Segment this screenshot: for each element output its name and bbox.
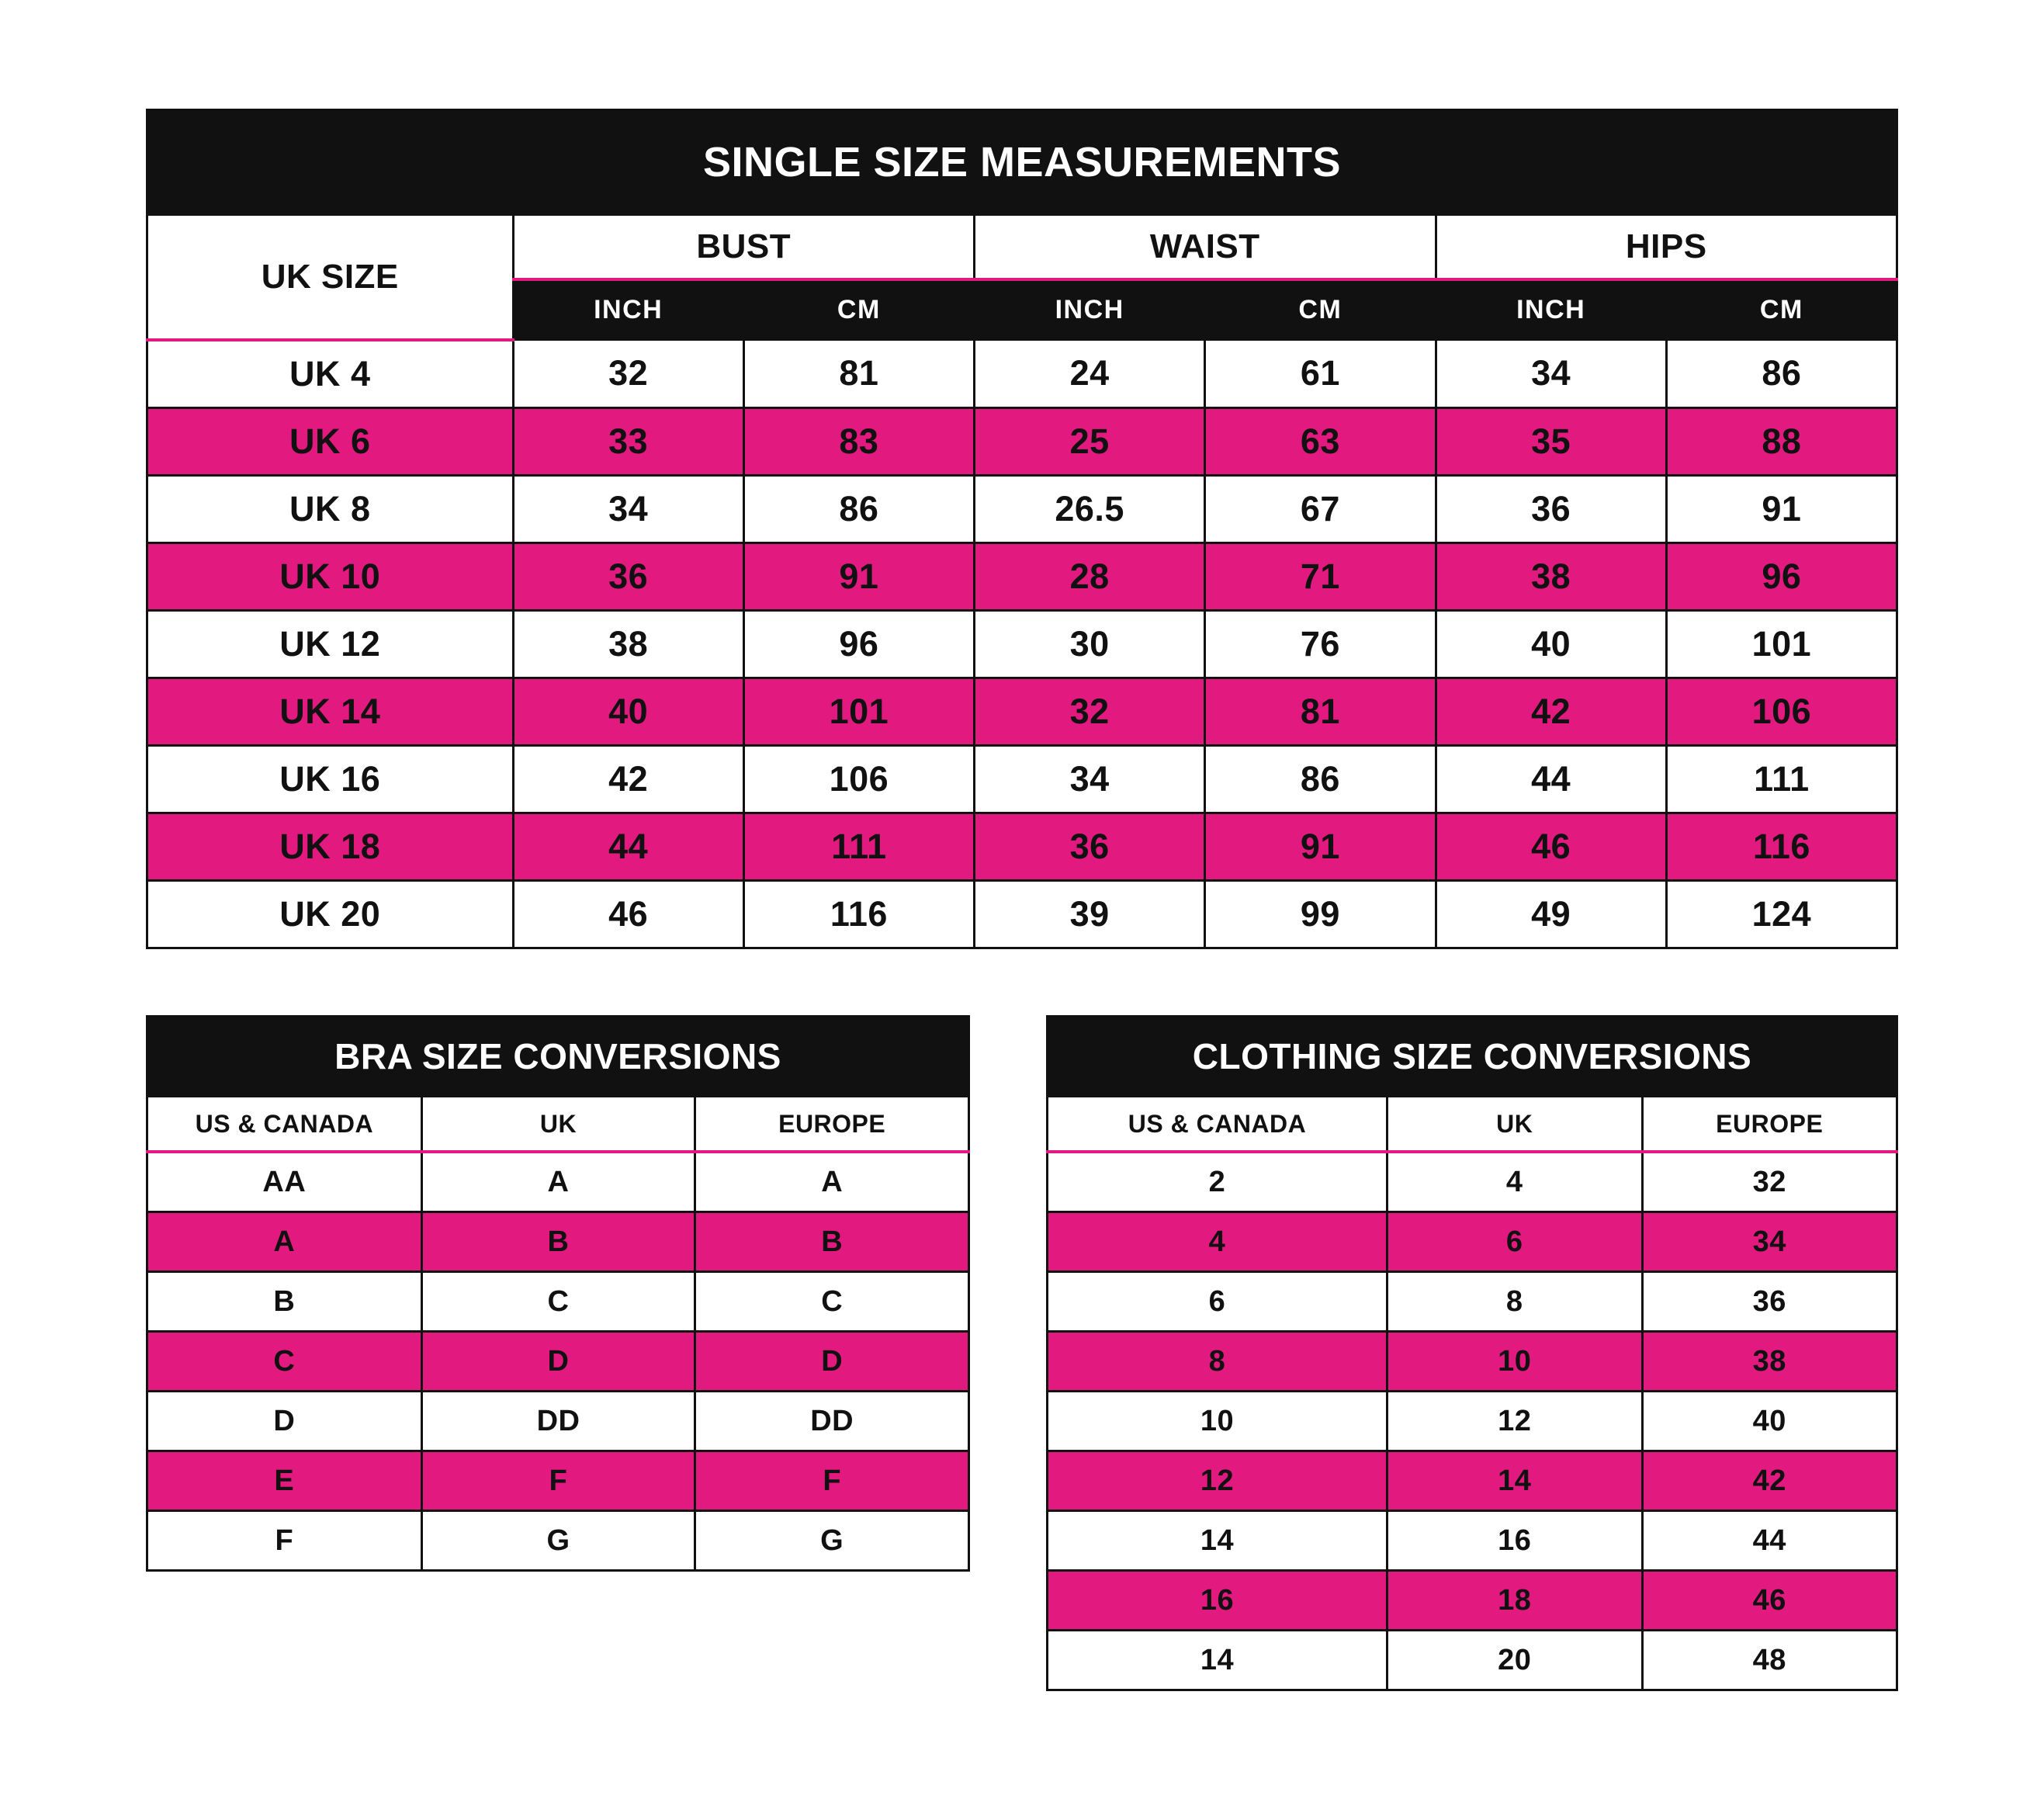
cell-bust-inch: 32 bbox=[513, 340, 743, 408]
cell-uk: 8 bbox=[1387, 1272, 1643, 1332]
cell-waist-cm: 61 bbox=[1205, 340, 1436, 408]
cell-bust-cm: 106 bbox=[743, 745, 974, 813]
table-row bbox=[1048, 1392, 1897, 1451]
cell-uk-size: UK 14 bbox=[147, 678, 514, 745]
cell-waist-inch: 28 bbox=[975, 543, 1205, 610]
cell-waist-inch: 39 bbox=[975, 880, 1205, 948]
cell-us-canada: A bbox=[147, 1212, 422, 1272]
clothing-size-conversions-table bbox=[1046, 1015, 1898, 1691]
cell-waist-inch: 26.5 bbox=[975, 475, 1205, 543]
cell-us-canada: 8 bbox=[1048, 1332, 1387, 1392]
cell-us-canada: 4 bbox=[1048, 1212, 1387, 1272]
cell-hips-cm: 86 bbox=[1666, 340, 1897, 408]
cell-hips-cm: 116 bbox=[1666, 813, 1897, 880]
clothing-table-title-row bbox=[1048, 1017, 1897, 1097]
cell-hips-cm: 96 bbox=[1666, 543, 1897, 610]
cell-uk: A bbox=[421, 1152, 695, 1212]
single-size-measurements-table-wrapper bbox=[146, 109, 1898, 949]
cell-bust-cm: 81 bbox=[743, 340, 974, 408]
table-row bbox=[1048, 1511, 1897, 1571]
cell-us-canada: B bbox=[147, 1272, 422, 1332]
bra-size-conversions-table bbox=[146, 1015, 970, 1572]
cell-uk: DD bbox=[421, 1392, 695, 1451]
cell-bust-cm: 91 bbox=[743, 543, 974, 610]
cell-bust-inch: 38 bbox=[513, 610, 743, 678]
cell-uk: 10 bbox=[1387, 1332, 1643, 1392]
table-row bbox=[1048, 1451, 1897, 1511]
unit-waist-cm: CM bbox=[1205, 279, 1436, 340]
cell-waist-cm: 67 bbox=[1205, 475, 1436, 543]
cell-waist-cm: 76 bbox=[1205, 610, 1436, 678]
clothing-header-europe: EUROPE bbox=[1642, 1097, 1897, 1153]
unit-hips-inch: INCH bbox=[1436, 279, 1666, 340]
header-hips: HIPS bbox=[1436, 215, 1897, 280]
cell-uk: C bbox=[421, 1272, 695, 1332]
cell-waist-cm: 71 bbox=[1205, 543, 1436, 610]
cell-us-canada: E bbox=[147, 1451, 422, 1511]
cell-europe: 32 bbox=[1642, 1152, 1897, 1212]
cell-bust-cm: 96 bbox=[743, 610, 974, 678]
cell-europe: C bbox=[695, 1272, 969, 1332]
cell-uk-size: UK 10 bbox=[147, 543, 514, 610]
cell-hips-inch: 34 bbox=[1436, 340, 1666, 408]
table-row bbox=[147, 1212, 969, 1272]
cell-uk-size: UK 20 bbox=[147, 880, 514, 948]
cell-us-canada: 12 bbox=[1048, 1451, 1387, 1511]
table-row bbox=[147, 1392, 969, 1451]
cell-hips-inch: 38 bbox=[1436, 543, 1666, 610]
cell-europe: D bbox=[695, 1332, 969, 1392]
cell-europe: 48 bbox=[1642, 1631, 1897, 1690]
cell-uk-size: UK 4 bbox=[147, 340, 514, 408]
table-row bbox=[147, 813, 1897, 880]
cell-bust-cm: 83 bbox=[743, 407, 974, 475]
cell-bust-inch: 46 bbox=[513, 880, 743, 948]
cell-waist-inch: 24 bbox=[975, 340, 1205, 408]
cell-europe: 34 bbox=[1642, 1212, 1897, 1272]
cell-uk: 12 bbox=[1387, 1392, 1643, 1451]
table-row bbox=[1048, 1332, 1897, 1392]
bra-header-us-canada: US & CANADA bbox=[147, 1097, 422, 1153]
cell-waist-inch: 34 bbox=[975, 745, 1205, 813]
cell-bust-cm: 86 bbox=[743, 475, 974, 543]
table-row bbox=[147, 1511, 969, 1571]
cell-us-canada: 6 bbox=[1048, 1272, 1387, 1332]
cell-us-canada: 14 bbox=[1048, 1631, 1387, 1690]
table-row bbox=[1048, 1212, 1897, 1272]
cell-uk: G bbox=[421, 1511, 695, 1571]
cell-europe: 46 bbox=[1642, 1571, 1897, 1631]
cell-waist-cm: 99 bbox=[1205, 880, 1436, 948]
cell-waist-cm: 81 bbox=[1205, 678, 1436, 745]
cell-europe: 40 bbox=[1642, 1392, 1897, 1451]
cell-hips-cm: 111 bbox=[1666, 745, 1897, 813]
cell-europe: B bbox=[695, 1212, 969, 1272]
bra-table-title-row bbox=[147, 1017, 969, 1097]
table-row bbox=[1048, 1152, 1897, 1212]
cell-hips-inch: 36 bbox=[1436, 475, 1666, 543]
cell-hips-cm: 88 bbox=[1666, 407, 1897, 475]
cell-uk-size: UK 12 bbox=[147, 610, 514, 678]
bra-size-conversions-table-wrapper bbox=[146, 1015, 970, 1572]
table-row bbox=[147, 1152, 969, 1212]
cell-hips-inch: 40 bbox=[1436, 610, 1666, 678]
cell-waist-inch: 32 bbox=[975, 678, 1205, 745]
table-row bbox=[147, 475, 1897, 543]
cell-uk: 18 bbox=[1387, 1571, 1643, 1631]
cell-hips-inch: 46 bbox=[1436, 813, 1666, 880]
bra-header-uk: UK bbox=[421, 1097, 695, 1153]
clothing-table-title: CLOTHING SIZE CONVERSIONS bbox=[1048, 1017, 1897, 1097]
cell-waist-inch: 30 bbox=[975, 610, 1205, 678]
cell-waist-inch: 36 bbox=[975, 813, 1205, 880]
cell-bust-cm: 116 bbox=[743, 880, 974, 948]
table-row bbox=[147, 1272, 969, 1332]
cell-europe: G bbox=[695, 1511, 969, 1571]
cell-hips-cm: 101 bbox=[1666, 610, 1897, 678]
cell-hips-cm: 91 bbox=[1666, 475, 1897, 543]
clothing-header-uk: UK bbox=[1387, 1097, 1643, 1153]
cell-bust-inch: 44 bbox=[513, 813, 743, 880]
cell-hips-inch: 35 bbox=[1436, 407, 1666, 475]
bra-table-header-row bbox=[147, 1097, 969, 1153]
cell-hips-cm: 124 bbox=[1666, 880, 1897, 948]
cell-waist-cm: 91 bbox=[1205, 813, 1436, 880]
cell-europe: A bbox=[695, 1152, 969, 1212]
cell-us-canada: 16 bbox=[1048, 1571, 1387, 1631]
cell-uk: B bbox=[421, 1212, 695, 1272]
table-row bbox=[1048, 1272, 1897, 1332]
cell-uk: 4 bbox=[1387, 1152, 1643, 1212]
table-row bbox=[147, 610, 1897, 678]
cell-us-canada: AA bbox=[147, 1152, 422, 1212]
table-row bbox=[147, 407, 1897, 475]
cell-bust-inch: 40 bbox=[513, 678, 743, 745]
table-row bbox=[147, 1332, 969, 1392]
table-row bbox=[147, 543, 1897, 610]
cell-us-canada: 2 bbox=[1048, 1152, 1387, 1212]
cell-bust-inch: 42 bbox=[513, 745, 743, 813]
cell-bust-inch: 36 bbox=[513, 543, 743, 610]
unit-bust-cm: CM bbox=[743, 279, 974, 340]
bra-header-europe: EUROPE bbox=[695, 1097, 969, 1153]
header-bust: BUST bbox=[513, 215, 975, 280]
cell-uk: 6 bbox=[1387, 1212, 1643, 1272]
bra-table-title: BRA SIZE CONVERSIONS bbox=[147, 1017, 969, 1097]
clothing-table-header-row bbox=[1048, 1097, 1897, 1153]
cell-bust-inch: 33 bbox=[513, 407, 743, 475]
clothing-size-conversions-table-wrapper bbox=[1046, 1015, 1898, 1691]
cell-us-canada: C bbox=[147, 1332, 422, 1392]
cell-uk-size: UK 8 bbox=[147, 475, 514, 543]
cell-uk: F bbox=[421, 1451, 695, 1511]
cell-hips-inch: 49 bbox=[1436, 880, 1666, 948]
cell-us-canada: F bbox=[147, 1511, 422, 1571]
table-row bbox=[147, 745, 1897, 813]
cell-waist-inch: 25 bbox=[975, 407, 1205, 475]
header-uk-size: UK SIZE bbox=[147, 215, 514, 340]
table-row bbox=[147, 1451, 969, 1511]
cell-waist-cm: 63 bbox=[1205, 407, 1436, 475]
main-table-group-header-row bbox=[147, 215, 1897, 280]
main-table-title: SINGLE SIZE MEASUREMENTS bbox=[147, 110, 1897, 215]
header-waist: WAIST bbox=[975, 215, 1436, 280]
cell-uk: D bbox=[421, 1332, 695, 1392]
cell-europe: 36 bbox=[1642, 1272, 1897, 1332]
clothing-header-us-canada: US & CANADA bbox=[1048, 1097, 1387, 1153]
cell-us-canada: 14 bbox=[1048, 1511, 1387, 1571]
table-row bbox=[147, 678, 1897, 745]
table-row bbox=[1048, 1571, 1897, 1631]
table-row bbox=[147, 340, 1897, 408]
cell-bust-inch: 34 bbox=[513, 475, 743, 543]
cell-uk: 16 bbox=[1387, 1511, 1643, 1571]
cell-uk: 20 bbox=[1387, 1631, 1643, 1690]
cell-europe: DD bbox=[695, 1392, 969, 1451]
table-row bbox=[1048, 1631, 1897, 1690]
cell-us-canada: D bbox=[147, 1392, 422, 1451]
cell-bust-cm: 101 bbox=[743, 678, 974, 745]
unit-hips-cm: CM bbox=[1666, 279, 1897, 340]
cell-europe: F bbox=[695, 1451, 969, 1511]
cell-waist-cm: 86 bbox=[1205, 745, 1436, 813]
cell-uk-size: UK 16 bbox=[147, 745, 514, 813]
cell-europe: 38 bbox=[1642, 1332, 1897, 1392]
single-size-measurements-table bbox=[146, 109, 1898, 949]
cell-hips-inch: 42 bbox=[1436, 678, 1666, 745]
cell-hips-inch: 44 bbox=[1436, 745, 1666, 813]
cell-europe: 42 bbox=[1642, 1451, 1897, 1511]
cell-europe: 44 bbox=[1642, 1511, 1897, 1571]
unit-waist-inch: INCH bbox=[975, 279, 1205, 340]
cell-hips-cm: 106 bbox=[1666, 678, 1897, 745]
cell-uk-size: UK 18 bbox=[147, 813, 514, 880]
cell-uk-size: UK 6 bbox=[147, 407, 514, 475]
unit-bust-inch: INCH bbox=[513, 279, 743, 340]
main-table-title-row bbox=[147, 110, 1897, 215]
cell-uk: 14 bbox=[1387, 1451, 1643, 1511]
cell-us-canada: 10 bbox=[1048, 1392, 1387, 1451]
cell-bust-cm: 111 bbox=[743, 813, 974, 880]
table-row bbox=[147, 880, 1897, 948]
